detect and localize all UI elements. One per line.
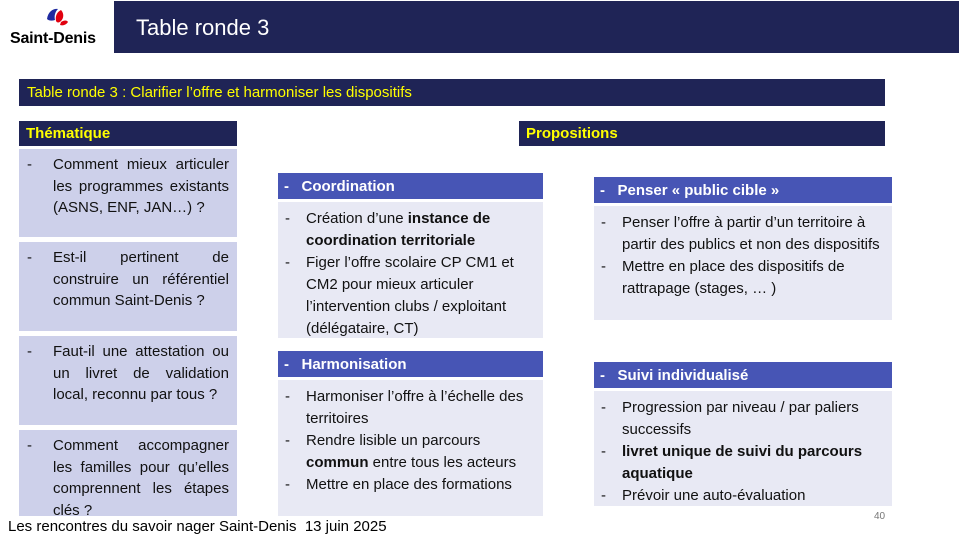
list-item: - Progression par niveau / par paliers successifs [601, 399, 859, 438]
coordination-box [278, 202, 543, 338]
thematique-item: - Comment mieux articuler les programmes existants (ASNS, ENF, JAN…) ? [19, 149, 237, 237]
logo-text: Saint-Denis [10, 30, 96, 47]
thematique-title: Thématique [26, 125, 111, 142]
thematique-item-text: Comment accompagner les familles pour qu’elles comprennent les étapes clés ? [53, 437, 229, 519]
harmonisation-box [278, 380, 543, 516]
subtitle-bar [19, 79, 885, 106]
list-item: - Rendre lisible un parcours commun entre tous les acteurs [285, 432, 517, 471]
harmonisation-header [278, 351, 543, 377]
marianne-logo-icon [44, 7, 70, 29]
subtitle: Table ronde 3 : Clarifier l’offre et harmoniser les dispositifs [27, 84, 412, 101]
thematique-item-text: Faut-il une attestation ou un livret de validation local, reconnu par tous ? [53, 343, 229, 403]
list-item: - Création d’une instance de coordination territoriale [285, 210, 491, 249]
list-item: - Harmoniser l’offre à l’échelle des territoires [285, 388, 524, 427]
list-item: - Penser l’offre à partir d’un territoire à partir des publics et non des dispositifs [601, 214, 880, 253]
thematique-header [19, 121, 237, 146]
propositions-title: Propositions [526, 125, 618, 142]
coordination-title: - Coordination [284, 178, 395, 195]
list-item: - Mettre en place des dispositifs de rattrapage (stages, … ) [601, 258, 845, 297]
suivi-title: - Suivi individualisé [600, 367, 749, 384]
thematique-item: - Est-il pertinent de construire un référentiel commun Saint-Denis ? [19, 242, 237, 331]
page-number: 40 [874, 511, 886, 522]
harmonisation-title: - Harmonisation [284, 356, 407, 373]
thematique-item-text: Est-il pertinent de construire un référentiel commun Saint-Denis ? [53, 249, 229, 309]
public-cible-header [594, 177, 892, 203]
list-item: - Prévoir une auto-évaluation [601, 487, 806, 504]
footer-text: Les rencontres du savoir nager Saint-Denis 13 juin 2025 [8, 518, 387, 535]
thematique-item: - Comment accompagner les familles pour qu’elles comprennent les étapes clés ? [19, 430, 237, 516]
thematique-item-text: Comment mieux articuler les programmes existants (ASNS, ENF, JAN…) ? [53, 156, 229, 216]
title-bar [114, 1, 959, 53]
public-cible-box [594, 206, 892, 320]
thematique-item: - Faut-il une attestation ou un livret de validation local, reconnu par tous ? [19, 336, 237, 425]
logo [0, 0, 112, 54]
list-item: - livret unique de suivi du parcours aquatique [601, 443, 863, 482]
page-title: Table ronde 3 [136, 15, 270, 40]
propositions-header [519, 121, 885, 146]
suivi-header [594, 362, 892, 388]
public-cible-title: - Penser « public cible » [600, 182, 780, 199]
list-item: - Mettre en place des formations [285, 476, 512, 493]
coordination-header [278, 173, 543, 199]
list-item: - Figer l’offre scolaire CP CM1 et CM2 pour mieux articuler l’intervention clubs / exploitant (délégataire, CT) [285, 254, 514, 337]
suivi-box [594, 391, 892, 506]
